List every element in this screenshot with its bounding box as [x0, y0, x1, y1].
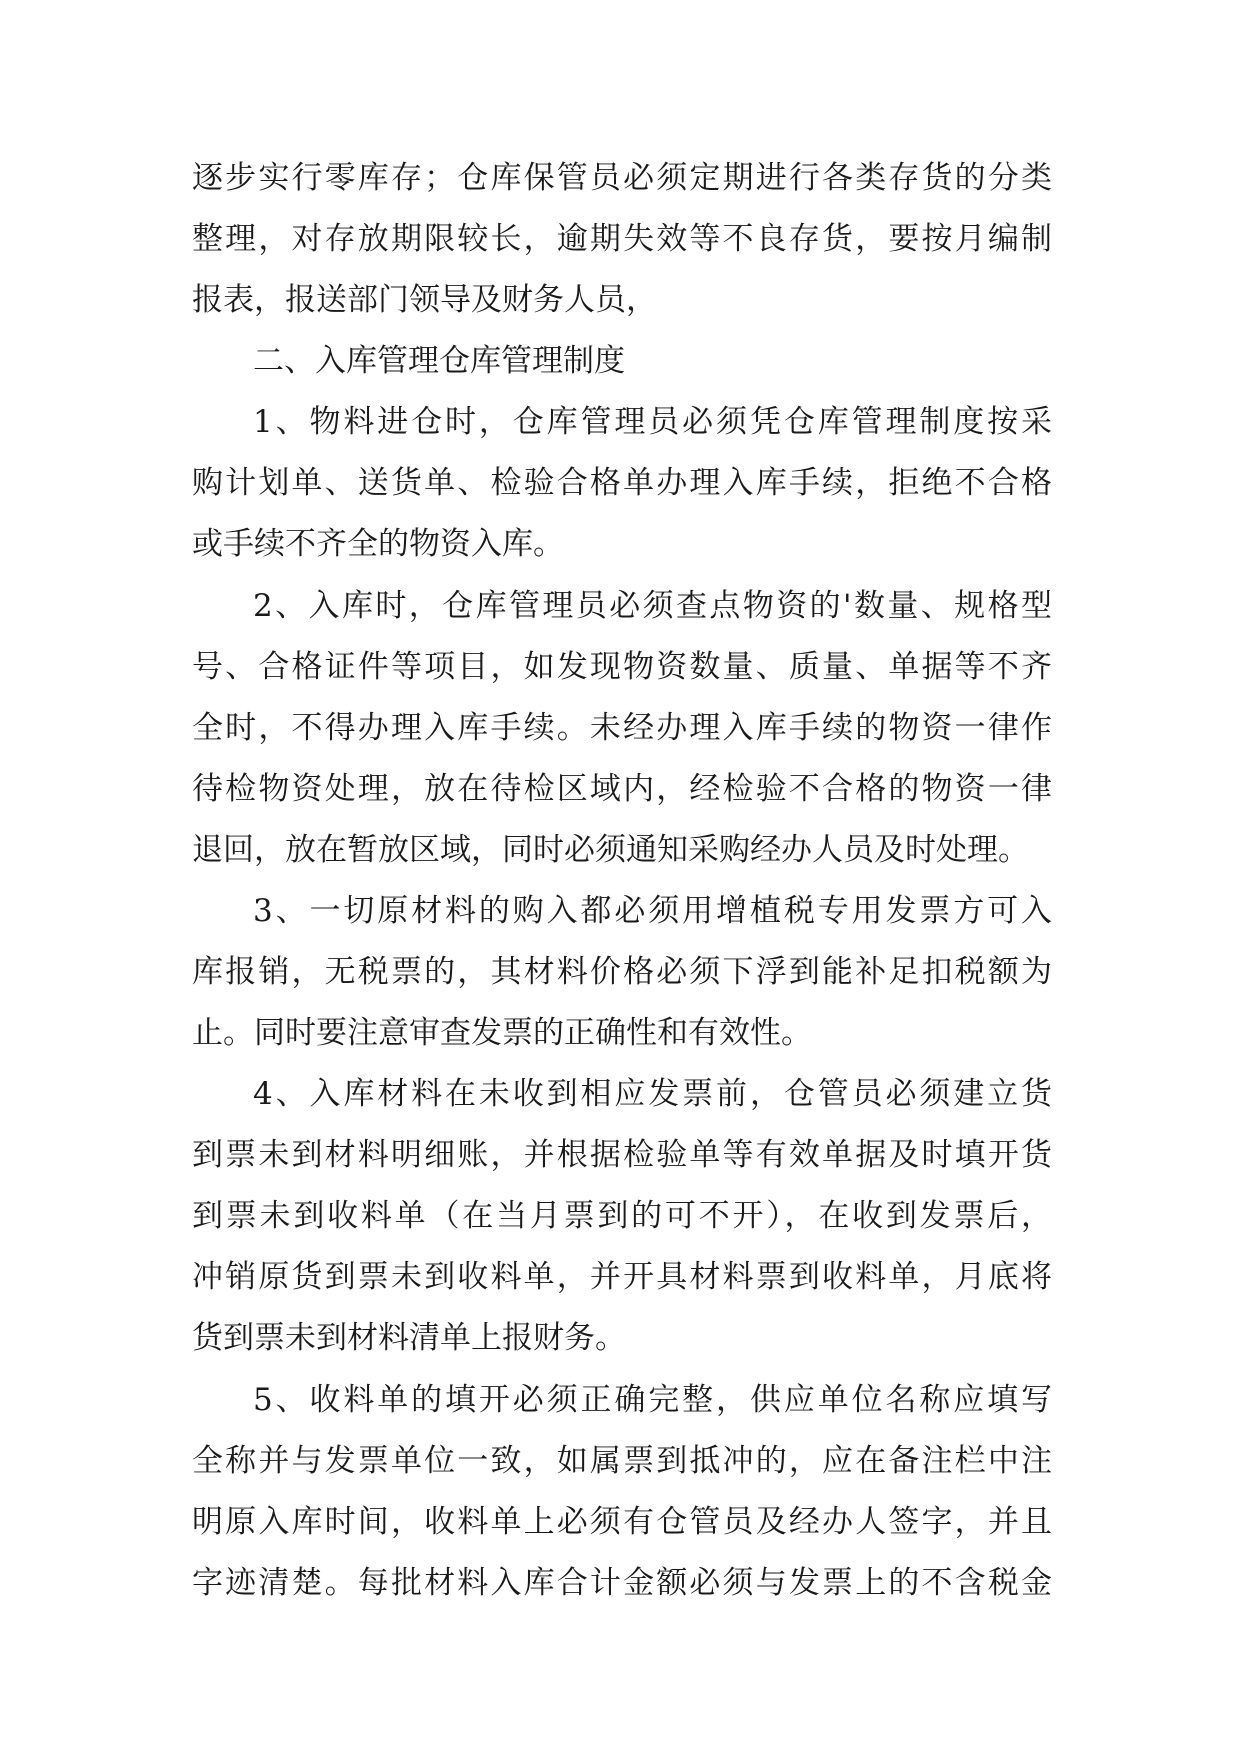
- paragraph-2-line: 待检物资处理，放在待检区域内，经检验不合格的物资一律: [192, 771, 1052, 807]
- paragraph-4-line: 到票未到收料单（在当月票到的可不开），在收到发票后，: [192, 1198, 1052, 1234]
- text-line: 整理，对存放期限较长，逾期失效等不良存货，要按月编制: [192, 221, 1052, 257]
- text-line: 报表，报送部门领导及财务人员，: [192, 282, 657, 318]
- paragraph-5-line: 5、收料单的填开必须正确完整，供应单位名称应填写: [253, 1382, 1052, 1418]
- paragraph-4-line: 冲销原货到票未到收料单，并开具材料票到收料单，月底将: [192, 1259, 1052, 1295]
- paragraph-2-line: 号、合格证件等项目，如发现物资数量、质量、单据等不齐: [192, 649, 1052, 685]
- paragraph-3-line: 库报销，无税票的，其材料价格必须下浮到能补足扣税额为: [192, 954, 1052, 990]
- section-heading: 二、入库管理仓库管理制度: [253, 343, 625, 379]
- paragraph-4-line: 到票未到材料明细账，并根据检验单等有效单据及时填开货: [192, 1137, 1052, 1173]
- paragraph-1-line: 或手续不齐全的物资入库。: [192, 526, 564, 562]
- paragraph-5-line: 字迹清楚。每批材料入库合计金额必须与发票上的不含税金: [192, 1565, 1052, 1601]
- paragraph-1-line: 购计划单、送货单、检验合格单办理入库手续，拒绝不合格: [192, 465, 1052, 501]
- paragraph-3-line: 止。同时要注意审查发票的正确性和有效性。: [192, 1015, 812, 1051]
- paragraph-5-line: 明原入库时间，收料单上必须有仓管员及经办人签字，并且: [192, 1504, 1052, 1540]
- paragraph-4-line: 货到票未到材料清单上报财务。: [192, 1320, 626, 1356]
- paragraph-2-line: 全时，不得办理入库手续。未经办理入库手续的物资一律作: [192, 710, 1052, 746]
- paragraph-3-line: 3、一切原材料的购入都必须用增植税专用发票方可入: [253, 893, 1052, 929]
- paragraph-2-line: 退回，放在暂放区域，同时必须通知采购经办人员及时处理。: [192, 832, 1029, 868]
- paragraph-5-line: 全称并与发票单位一致，如属票到抵冲的，应在备注栏中注: [192, 1443, 1052, 1479]
- paragraph-1-line: 1、物料进仓时，仓库管理员必须凭仓库管理制度按采: [253, 404, 1052, 440]
- paragraph-4-line: 4、入库材料在未收到相应发票前，仓管员必须建立货: [253, 1076, 1052, 1112]
- paragraph-2-line: 2、入库时，仓库管理员必须查点物资的'数量、规格型: [253, 588, 1052, 624]
- text-line: 逐步实行零库存；仓库保管员必须定期进行各类存货的分类: [192, 160, 1052, 196]
